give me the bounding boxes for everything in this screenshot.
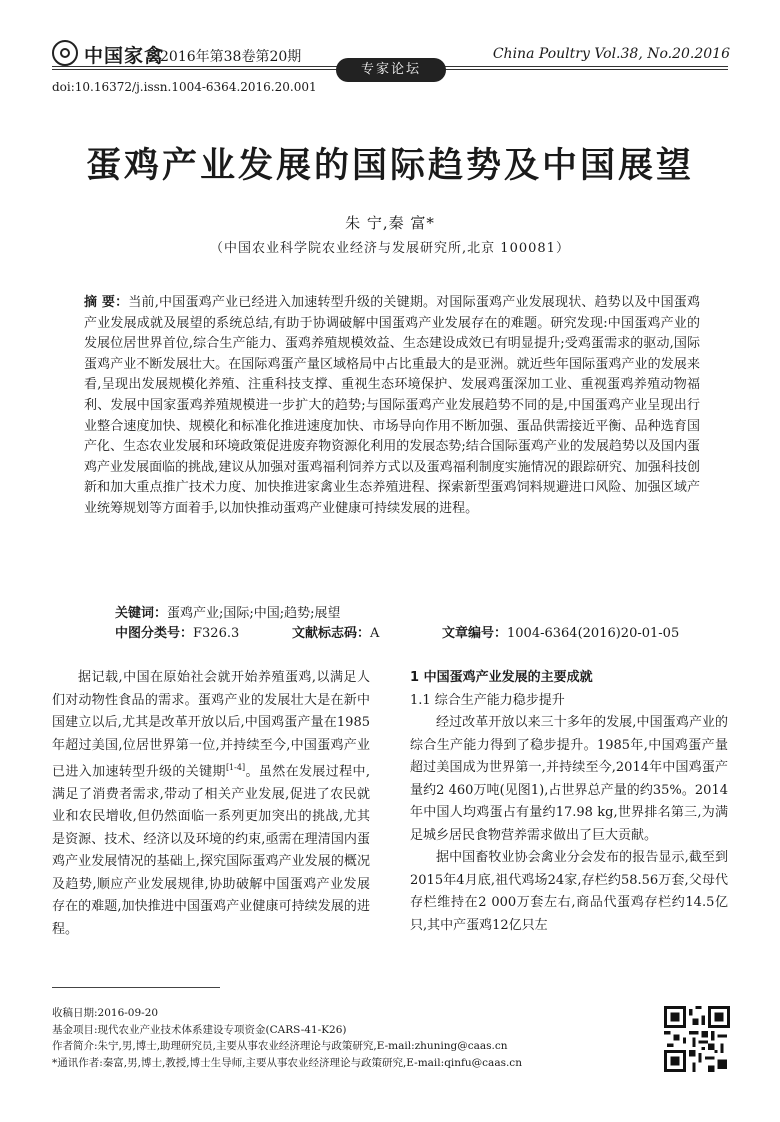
doc-code-label: 文献标志码： <box>292 626 371 641</box>
footnote-divider <box>52 987 220 988</box>
abstract-text: 当前,中国蛋鸡产业已经进入加速转型升级的关键期。对国际蛋鸡产业发展现状、趋势以及中国蛋鸡产业发展成就及展望的系统总结,有助于协调破解中国蛋鸡产业发展存在的难题。研究发现:中国蛋鸡产业的发展位居世界首位,综合生产能力、蛋鸡养殖规模效益、生态建设成效已有明显提升;受鸡蛋需求的驱动,国际蛋鸡产业不断发展壮大。在国际鸡蛋产量区域格局中占比重最大的是亚洲。就近些年国际蛋鸡产业的发展来看,呈现出发展规模化养殖、注重科技支撑、重视生态环境保护、发展鸡蛋深加工业、重视蛋鸡养殖动物福利、发展中国家蛋鸡养殖规模进一步扩大的趋势;与国际蛋鸡产业发展趋势不同的是,中国蛋鸡产业呈现出行业整合速度加快、规模化和标准化推进速度加快、市场导向作用不断加强、蛋品供需接近平衡、品种选育国产化、生态农业发展和环境政策促进废弃物资源化利用的发展态势;结合国际蛋鸡产业的发展趋势以及国内蛋鸡产业发展面临的挑战,建议从加强对蛋鸡福利饲养方式以及蛋鸡福利制度实施情况的跟踪研究、加强科技创新和加大重点推广技术力度、加快推进家禽业生态养殖进程、探索新型蛋鸡饲料规避进口风险、加强区域产业统筹规划等方面着手,以加快推动蛋鸡产业健康可持续发展的进程。 <box>84 295 700 516</box>
abstract <box>84 293 700 520</box>
doi[interactable]: doi:10.16372/j.issn.1004-6364.2016.20.001 <box>52 80 317 94</box>
intro-paragraph <box>52 667 370 941</box>
subsection-heading-1-1: 1.1 综合生产能力稳步提升 <box>410 692 565 708</box>
body-column-left <box>52 667 370 941</box>
paper-title: 蛋鸡产业发展的国际趋势及中国展望 <box>85 146 694 186</box>
body-paragraph: 经过改革开放以来三十多年的发展,中国蛋鸡产业的综合生产能力得到了稳步提升。1985年,中国鸡蛋产量超过美国成为世界第一,并持续至今,2014年中国鸡蛋产量约2 460万吨(见图1),占世界总产量的约35%。2014年中国人均鸡蛋占有量约17.98 kg,世界排名第三,为满足城乡居民食物营养需求做出了巨大贡献。 <box>410 715 728 843</box>
body-column-right <box>410 667 728 937</box>
issue-info-en: China Poultry Vol.38, No.20.2016 <box>492 46 730 62</box>
journal-logo-icon <box>52 40 78 66</box>
keywords-text: 蛋鸡产业;国际;中国;趋势;展望 <box>167 606 341 621</box>
received-date: 收稿日期:2016-09-20 <box>52 1007 159 1019</box>
clc-value: F326.3 <box>193 626 240 641</box>
affiliation: （中国农业科学院农业经济与发展研究所,北京 100081） <box>210 241 570 256</box>
intro-text-b: 。虽然在发展过程中,满足了消费者需求,带动了相关产业发展,促进了农民就业和农民增收,但仍然面临一系列更加突出的挑战,尤其是资源、技术、经济以及环境的约束,亟需在理清国内蛋鸡产业发展情况的基础上,探究国际蛋鸡产业发展的概况及趋势,顺应产业发展规律,协助破解中国蛋鸡产业发展存在的难题,加快推进中国蛋鸡产业健康可持续发展的进程。 <box>52 764 370 937</box>
section-heading-1: 1 中国蛋鸡产业发展的主要成就 <box>410 670 593 685</box>
clc-label: 中图分类号： <box>115 626 194 641</box>
citation-ref[interactable]: [1-4] <box>225 763 246 772</box>
clc-number <box>115 622 239 641</box>
intro-text-a: 据记载,中国在原始社会就开始养殖蛋鸡,以满足人们对动物性食品的需求。蛋鸡产业的发展壮大是在新中国建立以后,尤其是改革开放以后,中国鸡蛋产量在1985年超过美国,位居世界第一位,并持续至今,中国蛋鸡产业已进入加速转型升级的关键期 <box>52 670 370 780</box>
qr-code-icon[interactable] <box>664 1006 730 1072</box>
doc-code <box>292 622 379 641</box>
abstract-label: 摘 要： <box>84 295 129 310</box>
article-number <box>442 622 679 641</box>
author-bio: 作者简介:朱宁,男,博士,助理研究员,主要从事农业经济理论与政策研究,E-mail:zhuning@caas.cn <box>52 1040 508 1052</box>
issue-info-cn: 2016年第38卷第20期 <box>160 49 302 65</box>
keywords-label: 关键词： <box>115 606 168 621</box>
keywords <box>115 602 341 621</box>
column-tag: 专家论坛 <box>336 58 446 82</box>
journal-name: 中国家禽 <box>84 45 165 67</box>
doc-code-value: A <box>370 626 380 641</box>
footnotes <box>52 1005 652 1071</box>
authors: 朱 宁,秦 富* <box>345 214 435 232</box>
corresponding-author: *通讯作者:秦富,男,博士,教授,博士生导师,主要从事农业经济理论与政策研究,E-mail:qinfu@caas.cn <box>52 1056 522 1069</box>
article-number-value: 1004-6364(2016)20-01-05 <box>507 626 680 641</box>
fund-info: 基金项目:现代农业产业技术体系建设专项资金(CARS-41-K26) <box>52 1023 347 1036</box>
body-paragraph: 据中国畜牧业协会禽业分会发布的报告显示,截至到2015年4月底,祖代鸡场24家,存栏约58.56万套,父母代存栏维持在2 000万套左右,商品代蛋鸡存栏约14.5亿只,其中产蛋鸡12亿只左 <box>410 850 728 933</box>
article-number-label: 文章编号： <box>442 626 508 641</box>
